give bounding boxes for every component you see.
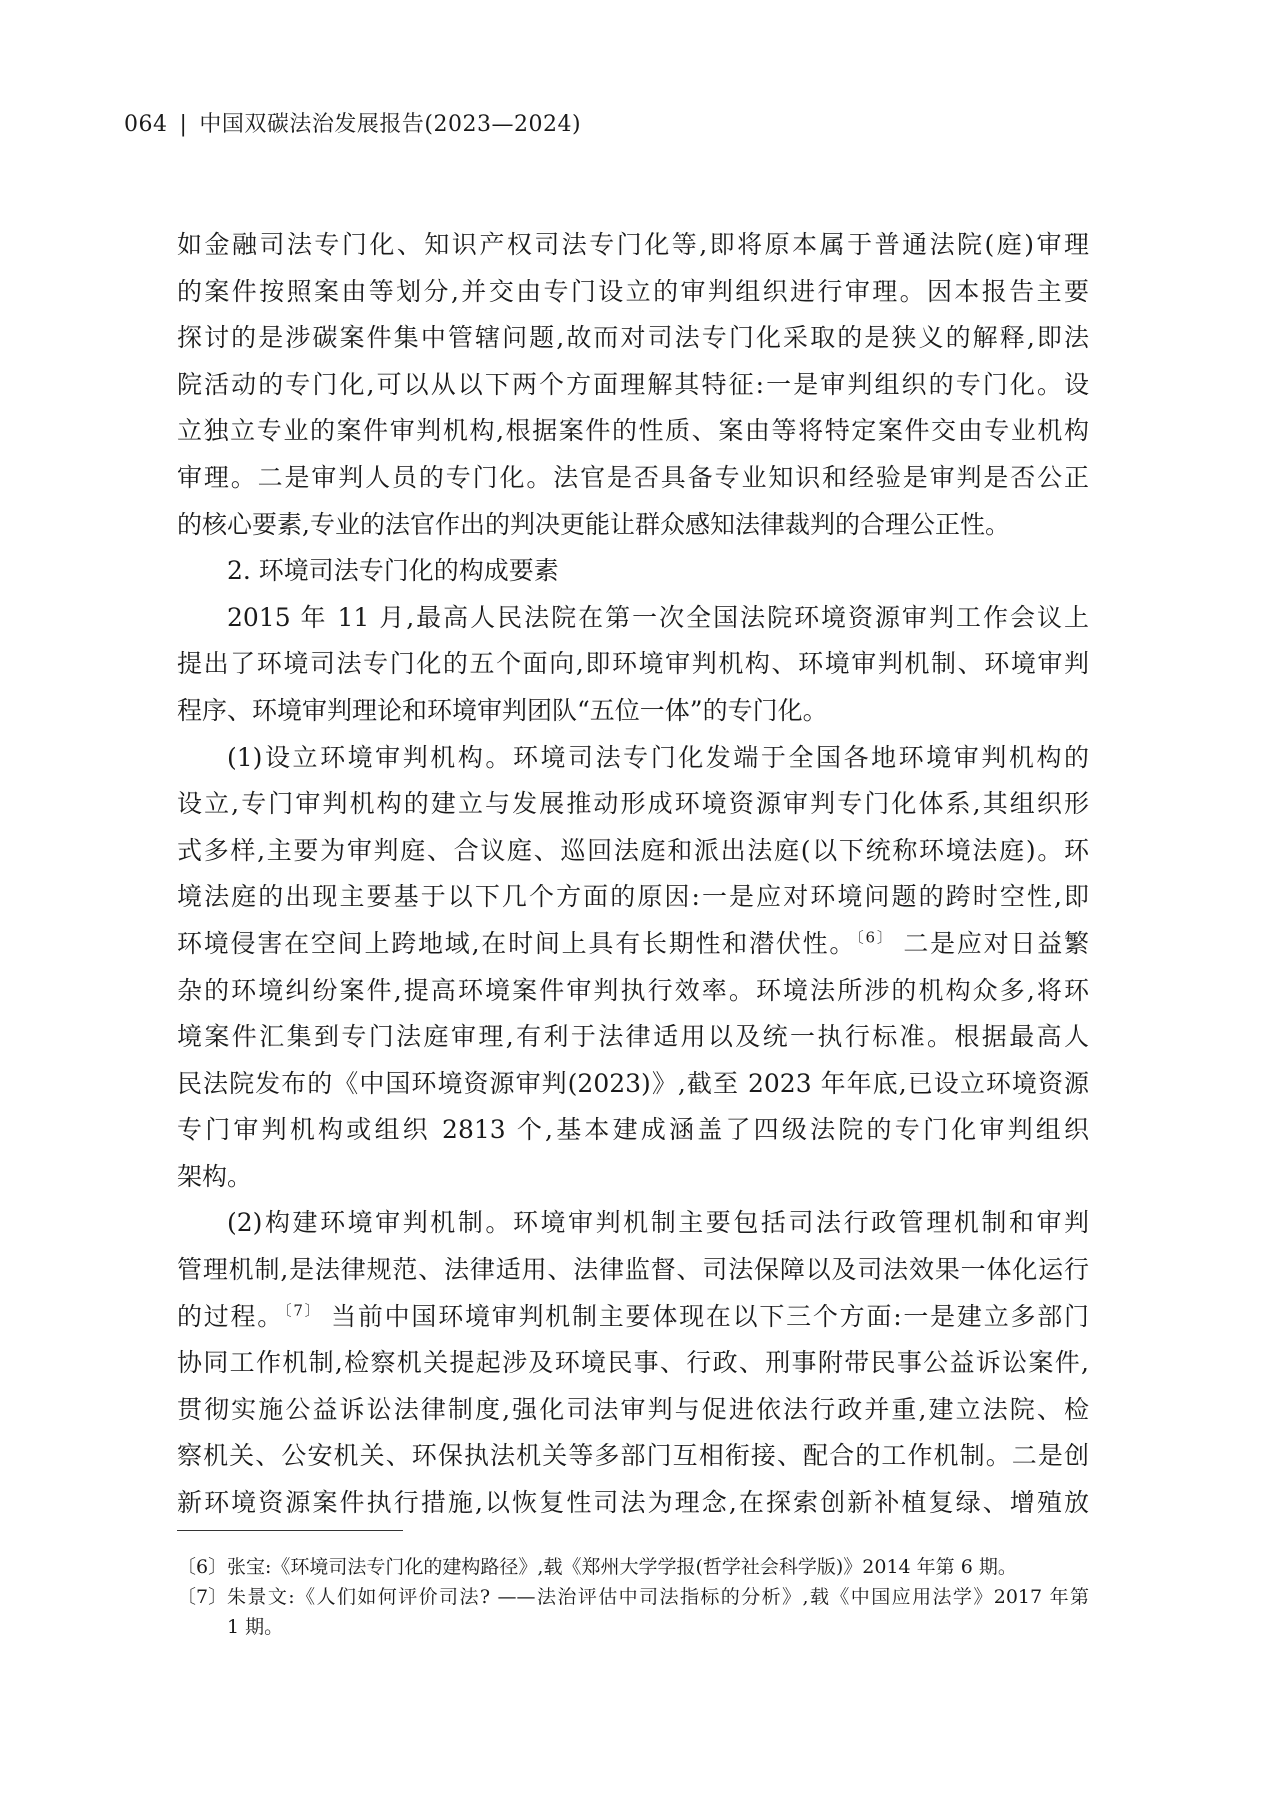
text-line: 管理机制,是法律规范、法律适用、法律监督、司法保障以及司法效果一体化运行	[177, 1255, 1089, 1285]
footnote-divider	[177, 1530, 403, 1531]
footnote-line: 1 期。	[227, 1616, 284, 1638]
footnote-line: 朱景文:《人们如何评价司法? ——法治评估中司法指标的分析》,载《中国应用法学》2017 年第	[227, 1586, 1089, 1608]
text-line: 如金融司法专门化、知识产权司法专门化等,即将原本属于普通法院(庭)审理	[177, 230, 1089, 259]
book-title: 中国双碳法治发展报告(2023—2024)	[199, 112, 582, 137]
text-line: 式多样,主要为审判庭、合议庭、巡回法庭和派出法庭(以下统称环境法庭)。环	[177, 835, 1089, 865]
text-line: (1)设立环境审判机构。环境司法专门化发端于全国各地环境审判机构的	[227, 742, 1089, 772]
text-line: 杂的环境纠纷案件,提高环境案件审判执行效率。环境法所涉的机构众多,将环	[177, 975, 1089, 1005]
text-line: 的案件按照案由等划分,并交由专门设立的审判组织进行审理。因本报告主要	[177, 276, 1089, 306]
footnote-reference-6[interactable]: 〔6〕	[856, 928, 894, 947]
text-line: 贯彻实施公益诉讼法律制度,强化司法审判与促进依法行政并重,建立法院、检	[177, 1394, 1089, 1424]
footnote-mark: 〔6〕	[177, 1556, 228, 1578]
section-heading: 2. 环境司法专门化的构成要素	[227, 556, 559, 586]
footnote-reference-7[interactable]: 〔7〕	[284, 1301, 322, 1320]
text-segment: 环境侵害在空间上跨地域,在时间上具有长期性和潜伏性。	[177, 928, 857, 958]
text-line: 的核心要素,专业的法官作出的判决更能让群众感知法律裁判的合理公正性。	[177, 509, 1010, 539]
footnotes	[177, 1552, 1089, 1642]
text-line: 探讨的是涉碳案件集中管辖问题,故而对司法专门化采取的是狭义的解释,即法	[177, 323, 1089, 353]
text-line: 设立,专门审判机构的建立与发展推动形成环境资源审判专门化体系,其组织形	[177, 789, 1089, 819]
text-line: 境案件汇集到专门法庭审理,有利于法律适用以及统一执行标准。根据最高人	[177, 1022, 1089, 1052]
text-line: 审理。二是审判人员的专门化。法官是否具备专业知识和经验是审判是否公正	[177, 462, 1089, 492]
page-number: 064	[124, 112, 168, 137]
footnote-text	[227, 1552, 1089, 1582]
header-separator: |	[179, 112, 188, 137]
text-line: 架构。	[177, 1161, 253, 1191]
text-line: 立独立专业的案件审判机构,根据案件的性质、案由等将特定案件交由专业机构	[177, 416, 1089, 446]
text-line: 程序、环境审判理论和环境审判团队“五位一体”的专门化。	[177, 695, 828, 725]
text-line	[177, 1294, 1089, 1341]
text-line: 新环境资源案件执行措施,以恢复性司法为理念,在探索创新补植复绿、增殖放	[177, 1488, 1089, 1518]
text-segment: 的过程。	[177, 1301, 285, 1331]
running-header	[124, 110, 581, 140]
text-line: 提出了环境司法专门化的五个面向,即环境审判机构、环境审判机制、环境审判	[177, 649, 1089, 679]
footnote-6	[177, 1552, 1089, 1582]
text-segment: 二是应对日益繁	[893, 928, 1089, 958]
text-line: 境法庭的出现主要基于以下几个方面的原因:一是应对环境问题的跨时空性,即	[177, 882, 1089, 912]
footnote-line: 张宝:《环境司法专门化的建构路径》,载《郑州大学学报(哲学社会科学版)》2014 年第 6 期。	[227, 1556, 1017, 1578]
text-line	[177, 921, 1089, 968]
text-line: (2)构建环境审判机制。环境审判机制主要包括司法行政管理机制和审判	[227, 1208, 1089, 1238]
text-line: 民法院发布的《中国环境资源审判(2023)》,截至 2023 年年底,已设立环境资源	[177, 1068, 1089, 1098]
text-line: 协同工作机制,检察机关提起涉及环境民事、行政、刑事附带民事公益诉讼案件,	[177, 1348, 1089, 1378]
text-line: 专门审判机构或组织 2813 个,基本建成涵盖了四级法院的专门化审判组织	[177, 1115, 1089, 1145]
text-line: 察机关、公安机关、环保执法机关等多部门互相衔接、配合的工作机制。二是创	[177, 1441, 1089, 1471]
text-segment: 当前中国环境审判机制主要体现在以下三个方面:一是建立多部门	[321, 1301, 1089, 1331]
text-line: 2015 年 11 月,最高人民法院在第一次全国法院环境资源审判工作会议上	[227, 602, 1089, 632]
footnote-7	[177, 1582, 1089, 1642]
footnote-text	[227, 1582, 1089, 1642]
body-text	[177, 222, 1089, 1527]
text-line: 院活动的专门化,可以从以下两个方面理解其特征:一是审判组织的专门化。设	[177, 369, 1089, 399]
footnote-mark: 〔7〕	[177, 1586, 228, 1608]
